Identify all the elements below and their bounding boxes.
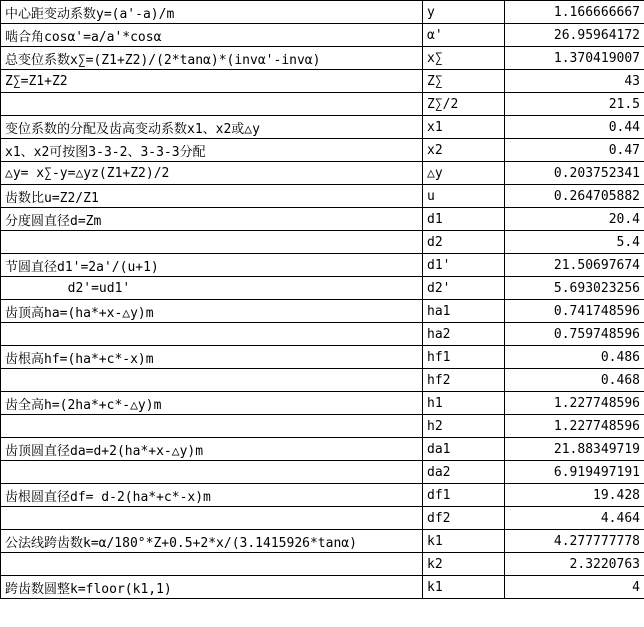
symbol-cell[interactable]: hf1	[423, 346, 505, 369]
formula-cell[interactable]: Z∑=Z1+Z2	[1, 70, 423, 93]
value-cell[interactable]: 21.50697674	[505, 254, 644, 277]
value-cell[interactable]: 0.264705882	[505, 185, 644, 208]
value-cell[interactable]: 1.227748596	[505, 392, 644, 415]
formula-cell[interactable]	[1, 323, 423, 346]
value-cell[interactable]: 19.428	[505, 484, 644, 507]
symbol-cell[interactable]: df2	[423, 507, 505, 530]
formula-cell[interactable]: d2'=ud1'	[1, 277, 423, 300]
formula-cell[interactable]: x1、x2可按图3-3-2、3-3-3分配	[1, 139, 423, 162]
table-row	[1, 70, 644, 93]
table-row	[1, 392, 644, 415]
symbol-cell[interactable]: da1	[423, 438, 505, 461]
symbol-cell[interactable]: df1	[423, 484, 505, 507]
symbol-cell[interactable]: da2	[423, 461, 505, 484]
formula-cell[interactable]: 中心距变动系数y=(a'-a)/m	[1, 1, 423, 24]
table-row	[1, 576, 644, 599]
table-row	[1, 208, 644, 231]
table-row	[1, 438, 644, 461]
symbol-cell[interactable]: △y	[423, 162, 505, 185]
value-cell[interactable]: 4.464	[505, 507, 644, 530]
table-row	[1, 277, 644, 300]
table-row	[1, 93, 644, 116]
table-row	[1, 553, 644, 576]
value-cell[interactable]: 0.44	[505, 116, 644, 139]
value-cell[interactable]: 4	[505, 576, 644, 599]
table-row	[1, 1, 644, 24]
table-row	[1, 185, 644, 208]
symbol-cell[interactable]: u	[423, 185, 505, 208]
table-row	[1, 47, 644, 70]
table-row	[1, 300, 644, 323]
table-row	[1, 254, 644, 277]
formula-cell[interactable]: 齿顶圆直径da=d+2(ha*+x-△y)m	[1, 438, 423, 461]
value-cell[interactable]: 0.759748596	[505, 323, 644, 346]
formula-cell[interactable]: 齿全高h=(2ha*+c*-△y)m	[1, 392, 423, 415]
symbol-cell[interactable]: k1	[423, 576, 505, 599]
value-cell[interactable]: 2.3220763	[505, 553, 644, 576]
formula-cell[interactable]	[1, 369, 423, 392]
table-row	[1, 346, 644, 369]
value-cell[interactable]: 1.370419007	[505, 47, 644, 70]
value-cell[interactable]: 21.5	[505, 93, 644, 116]
formula-cell[interactable]	[1, 415, 423, 438]
table-row	[1, 369, 644, 392]
symbol-cell[interactable]: h2	[423, 415, 505, 438]
formula-cell[interactable]	[1, 507, 423, 530]
symbol-cell[interactable]: Z∑/2	[423, 93, 505, 116]
value-cell[interactable]: 20.4	[505, 208, 644, 231]
table-row	[1, 461, 644, 484]
value-cell[interactable]: 0.741748596	[505, 300, 644, 323]
value-cell[interactable]: 0.468	[505, 369, 644, 392]
value-cell[interactable]: 26.95964172	[505, 24, 644, 47]
symbol-cell[interactable]: x2	[423, 139, 505, 162]
table-row	[1, 530, 644, 553]
formula-cell[interactable]: 公法线跨齿数k=α/180°*Z+0.5+2*x/(3.1415926*tanα)	[1, 530, 423, 553]
value-cell[interactable]: 6.919497191	[505, 461, 644, 484]
symbol-cell[interactable]: y	[423, 1, 505, 24]
formula-cell[interactable]: 齿根圆直径df= d-2(ha*+c*-x)m	[1, 484, 423, 507]
formula-cell[interactable]	[1, 553, 423, 576]
table-row	[1, 415, 644, 438]
value-cell[interactable]: 21.88349719	[505, 438, 644, 461]
table-row	[1, 323, 644, 346]
symbol-cell[interactable]: ha2	[423, 323, 505, 346]
table-row	[1, 507, 644, 530]
value-cell[interactable]: 0.486	[505, 346, 644, 369]
table-row	[1, 231, 644, 254]
table-row	[1, 24, 644, 47]
formula-cell[interactable]	[1, 93, 423, 116]
value-cell[interactable]: 1.166666667	[505, 1, 644, 24]
table-row	[1, 484, 644, 507]
symbol-cell[interactable]: d1	[423, 208, 505, 231]
formula-cell[interactable]: 齿顶高ha=(ha*+x-△y)m	[1, 300, 423, 323]
symbol-cell[interactable]: α'	[423, 24, 505, 47]
value-cell[interactable]: 4.277777778	[505, 530, 644, 553]
symbol-cell[interactable]: x1	[423, 116, 505, 139]
formula-cell[interactable]	[1, 461, 423, 484]
symbol-cell[interactable]: h1	[423, 392, 505, 415]
formula-cell[interactable]: 变位系数的分配及齿高变动系数x1、x2或△y	[1, 116, 423, 139]
symbol-cell[interactable]: ha1	[423, 300, 505, 323]
symbol-cell[interactable]: Z∑	[423, 70, 505, 93]
symbol-cell[interactable]: d2'	[423, 277, 505, 300]
symbol-cell[interactable]: k2	[423, 553, 505, 576]
table-row	[1, 139, 644, 162]
formula-cell[interactable]: △y= x∑-y=△yz(Z1+Z2)/2	[1, 162, 423, 185]
value-cell[interactable]: 0.203752341	[505, 162, 644, 185]
formula-cell[interactable]: 啮合角cosα'=a/a'*cosα	[1, 24, 423, 47]
formula-cell[interactable]: 齿数比u=Z2/Z1	[1, 185, 423, 208]
value-cell[interactable]: 43	[505, 70, 644, 93]
symbol-cell[interactable]: x∑	[423, 47, 505, 70]
formula-cell[interactable]: 节圆直径d1'=2a'/(u+1)	[1, 254, 423, 277]
formula-cell[interactable]: 齿根高hf=(ha*+c*-x)m	[1, 346, 423, 369]
value-cell[interactable]: 1.227748596	[505, 415, 644, 438]
formula-cell[interactable]: 分度圆直径d=Zm	[1, 208, 423, 231]
symbol-cell[interactable]: d2	[423, 231, 505, 254]
value-cell[interactable]: 5.4	[505, 231, 644, 254]
value-cell[interactable]: 5.693023256	[505, 277, 644, 300]
formula-cell[interactable]: 跨齿数圆整k=floor(k1,1)	[1, 576, 423, 599]
formula-cell[interactable]	[1, 231, 423, 254]
symbol-cell[interactable]: k1	[423, 530, 505, 553]
value-cell[interactable]: 0.47	[505, 139, 644, 162]
symbol-cell[interactable]: d1'	[423, 254, 505, 277]
formula-cell[interactable]: 总变位系数x∑=(Z1+Z2)/(2*tanα)*(invα'-invα)	[1, 47, 423, 70]
table-row	[1, 116, 644, 139]
symbol-cell[interactable]: hf2	[423, 369, 505, 392]
table-row	[1, 162, 644, 185]
